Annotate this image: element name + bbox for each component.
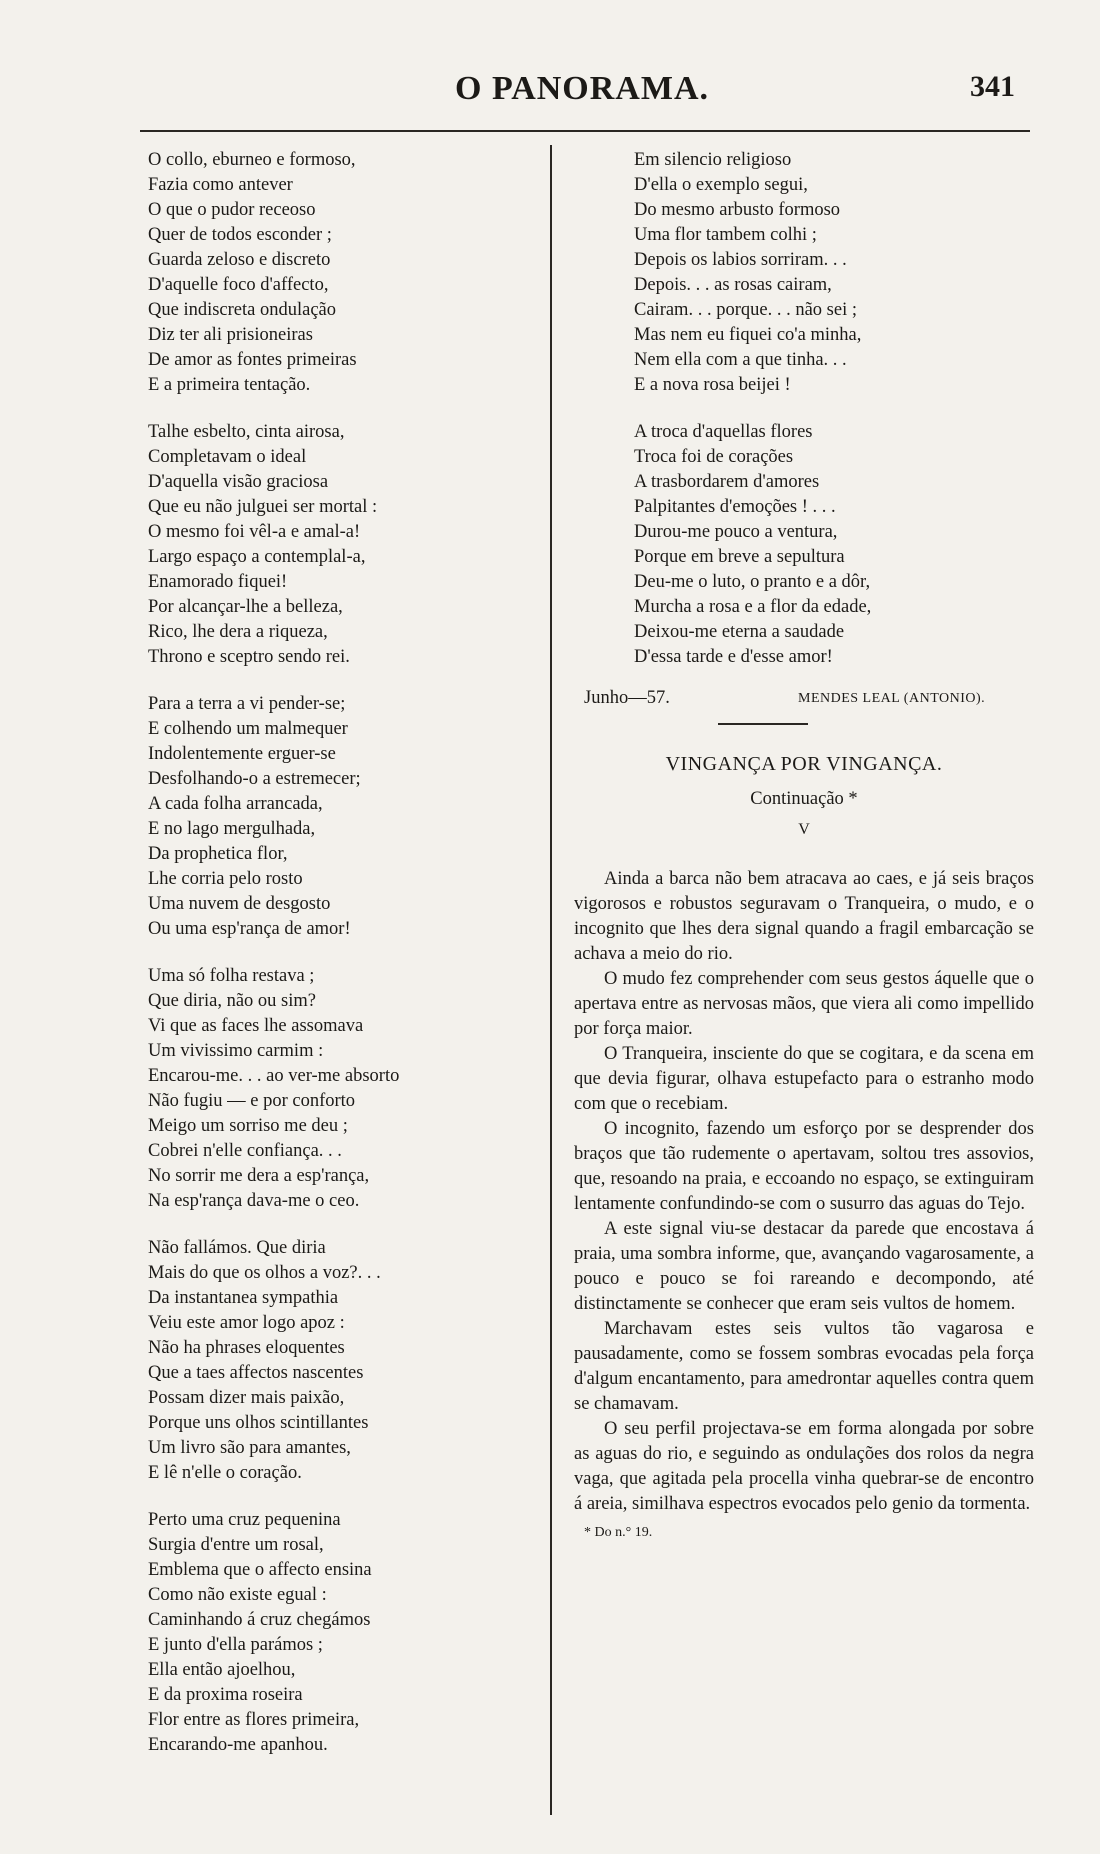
verse-line: A troca d'aquellas flores	[634, 422, 813, 442]
verse-line: Que a taes affectos nascentes	[148, 1363, 364, 1383]
verse-line: Possam dizer mais paixão,	[148, 1388, 345, 1408]
verse-line: Uma só folha restava ;	[148, 966, 315, 986]
stanza	[148, 420, 538, 670]
verse-line: Mas nem eu fiquei co'a minha,	[634, 325, 862, 345]
verse-line: Veiu este amor logo apoz :	[148, 1313, 345, 1333]
verse-line: Encarando-me apanhou.	[148, 1735, 328, 1755]
verse-line: E no lago mergulhada,	[148, 819, 316, 839]
verse-line: Palpitantes d'emoções ! . . .	[634, 497, 836, 517]
poem-author: MENDES LEAL (ANTONIO).	[798, 691, 986, 706]
paragraph: A este signal viu-se destacar da parede que encostava á praia, uma sombra informe, que, avançando vagarosamente, a pouco e pouco se foi rareando e decompondo, até distinctamente se conhecer que eram seis vultos de homem.	[574, 1219, 1034, 1314]
verse-line: Largo espaço a contemplal-a,	[148, 547, 366, 567]
verse-line: Depois os labios sorriram. . .	[634, 250, 847, 270]
verse-line: Durou-me pouco a ventura,	[634, 522, 838, 542]
verse-line: Enamorado fiquei!	[148, 572, 288, 592]
stanza	[148, 148, 538, 398]
verse-line: Não fugiu — e por conforto	[148, 1091, 356, 1111]
verse-line: Guarda zeloso e discreto	[148, 250, 331, 270]
header-rule	[140, 130, 1030, 132]
verse-line: Não ha phrases eloquentes	[148, 1338, 345, 1358]
verse-line: D'ella o exemplo segui,	[634, 175, 808, 195]
verse-line: Uma nuvem de desgosto	[148, 894, 331, 914]
verse-line: Para a terra a vi pender-se;	[148, 694, 346, 714]
verse-line: Um livro são para amantes,	[148, 1438, 351, 1458]
verse-line: Depois. . . as rosas cairam,	[634, 275, 832, 295]
verse-line: Deu-me o luto, o pranto e a dôr,	[634, 572, 871, 592]
verse-line: Por alcançar-lhe a belleza,	[148, 597, 343, 617]
verse-line: Ella então ajoelhou,	[148, 1660, 296, 1680]
stanza	[634, 420, 1034, 670]
verse-line: Perto uma cruz pequenina	[148, 1510, 341, 1530]
verse-line: D'aquella visão graciosa	[148, 472, 329, 492]
paragraph: Ainda a barca não bem atracava ao caes, e já seis braços vigorosos e robustos seguravam o Tranqueira, o mudo, e o incognito que lhes dera signal quando a fragil embarcação se achava a meio do rio.	[574, 869, 1034, 964]
verse-line: D'essa tarde e d'esse amor!	[634, 647, 833, 667]
verse-line: Troca foi de corações	[634, 447, 794, 467]
verse-line: E da proxima roseira	[148, 1685, 303, 1705]
poem-signoff	[574, 686, 1034, 711]
section-rule	[718, 723, 808, 725]
verse-line: Mais do que os olhos a voz?. . .	[148, 1263, 381, 1283]
verse-line: Ou uma esp'rança de amor!	[148, 919, 351, 939]
verse-line: E junto d'ella parámos ;	[148, 1635, 323, 1655]
verse-line: Cairam. . . porque. . . não sei ;	[634, 300, 857, 320]
verse-line: Surgia d'entre um rosal,	[148, 1535, 324, 1555]
verse-line: Emblema que o affecto ensina	[148, 1560, 372, 1580]
verse-line: Em silencio religioso	[634, 150, 792, 170]
verse-line: Não fallámos. Que diria	[148, 1238, 326, 1258]
verse-line: O que o pudor receoso	[148, 200, 316, 220]
stanza	[148, 692, 538, 942]
verse-line: Fazia como antever	[148, 175, 293, 195]
verse-line: D'aquelle foco d'affecto,	[148, 275, 329, 295]
paragraph: O Tranqueira, insciente do que se cogitara, e da scena em que devia figurar, olhava estupefacto para o estranho modo com que o recebiam.	[574, 1044, 1034, 1114]
article-body	[574, 867, 1034, 1517]
paragraph: O mudo fez comprehender com seus gestos áquelle que o apertava entre as nervosas mãos, que viera ali como impellido por força maior.	[574, 969, 1034, 1039]
verse-line: Como não existe egual :	[148, 1585, 327, 1605]
paragraph: O incognito, fazendo um esforço por se desprender dos braços que tão rudemente o apertavam, soltou tres assovios, que, resoando na praia, e eccoando no espaço, se extinguiram lentamente confundindo-se com o susurro das aguas do Tejo.	[574, 1119, 1034, 1214]
verse-line: Que eu não julguei ser mortal :	[148, 497, 378, 517]
verse-line: Desfolhando-o a estremecer;	[148, 769, 361, 789]
verse-line: O collo, eburneo e formoso,	[148, 150, 356, 170]
verse-line: Cobrei n'elle confiança. . .	[148, 1141, 342, 1161]
verse-line: Que diria, não ou sim?	[148, 991, 316, 1011]
verse-line: De amor as fontes primeiras	[148, 350, 357, 370]
verse-line: Lhe corria pelo rosto	[148, 869, 303, 889]
verse-line: Throno e sceptro sendo rei.	[148, 647, 350, 667]
verse-line: Vi que as faces lhe assomava	[148, 1016, 364, 1036]
stanza	[148, 1508, 538, 1758]
verse-line: Na esp'rança dava-me o ceo.	[148, 1191, 360, 1211]
verse-line: Nem ella com a que tinha. . .	[634, 350, 847, 370]
verse-line: A trasbordarem d'amores	[634, 472, 820, 492]
verse-line: Encarou-me. . . ao ver-me absorto	[148, 1066, 400, 1086]
verse-line: Do mesmo arbusto formoso	[634, 200, 841, 220]
paragraph: Marchavam estes seis vultos tão vagarosa e pausadamente, como se fossem sombras evocadas pela força d'algum encantamento, para amedrontar aquelles contra quem se chamavam.	[574, 1319, 1034, 1414]
verse-line: Talhe esbelto, cinta airosa,	[148, 422, 345, 442]
verse-line: Da instantanea sympathia	[148, 1288, 339, 1308]
verse-line: E lê n'elle o coração.	[148, 1463, 302, 1483]
verse-line: A cada folha arrancada,	[148, 794, 323, 814]
verse-line: Um vivissimo carmim :	[148, 1041, 324, 1061]
verse-line: Caminhando á cruz chegámos	[148, 1610, 371, 1630]
verse-line: E colhendo um malmequer	[148, 719, 348, 739]
verse-line: Meigo um sorriso me deu ;	[148, 1116, 348, 1136]
footnote: * Do n.° 19.	[584, 1525, 653, 1540]
verse-line: Diz ter ali prisioneiras	[148, 325, 313, 345]
right-column	[574, 148, 1034, 1545]
chapter-numeral: V	[798, 821, 810, 838]
paragraph: O seu perfil projectava-se em forma alongada por sobre as aguas do rio, e seguindo as ondulações dos rolos da negra vaga, que agitada pela procella vinha quebrar-se de encontro á areia, similhava espectros evocados pelo genio da tormenta.	[574, 1419, 1034, 1514]
left-column	[148, 148, 538, 1780]
verse-line: Que indiscreta ondulação	[148, 300, 337, 320]
page-header	[0, 60, 1100, 120]
verse-line: Da prophetica flor,	[148, 844, 288, 864]
stanza	[148, 1236, 538, 1486]
journal-title: O PANORAMA.	[455, 70, 709, 107]
column-divider	[550, 145, 552, 1815]
verse-line: Completavam o ideal	[148, 447, 307, 467]
verse-line: Deixou-me eterna a saudade	[634, 622, 845, 642]
article-title: VINGANÇA POR VINGANÇA.	[665, 753, 943, 775]
verse-line: Uma flor tambem colhi ;	[634, 225, 817, 245]
stanza	[634, 148, 1034, 398]
verse-line: E a nova rosa beijei !	[634, 375, 791, 395]
verse-line: Flor entre as flores primeira,	[148, 1710, 360, 1730]
verse-line: Indolentemente erguer-se	[148, 744, 336, 764]
verse-line: Porque em breve a sepultura	[634, 547, 845, 567]
verse-line: Quer de todos esconder ;	[148, 225, 332, 245]
verse-line: E a primeira tentação.	[148, 375, 311, 395]
stanza	[148, 964, 538, 1214]
verse-line: Rico, lhe dera a riqueza,	[148, 622, 328, 642]
verse-line: Porque uns olhos scintillantes	[148, 1413, 369, 1433]
verse-line: Murcha a rosa e a flor da edade,	[634, 597, 872, 617]
verse-line: O mesmo foi vêl-a e amal-a!	[148, 522, 361, 542]
verse-line: No sorrir me dera a esp'rança,	[148, 1166, 370, 1186]
page-number: 341	[970, 70, 1015, 103]
poem-date: Junho—57.	[584, 688, 670, 708]
article-subtitle: Continuação *	[750, 789, 858, 809]
poem-continuation	[634, 148, 1034, 670]
